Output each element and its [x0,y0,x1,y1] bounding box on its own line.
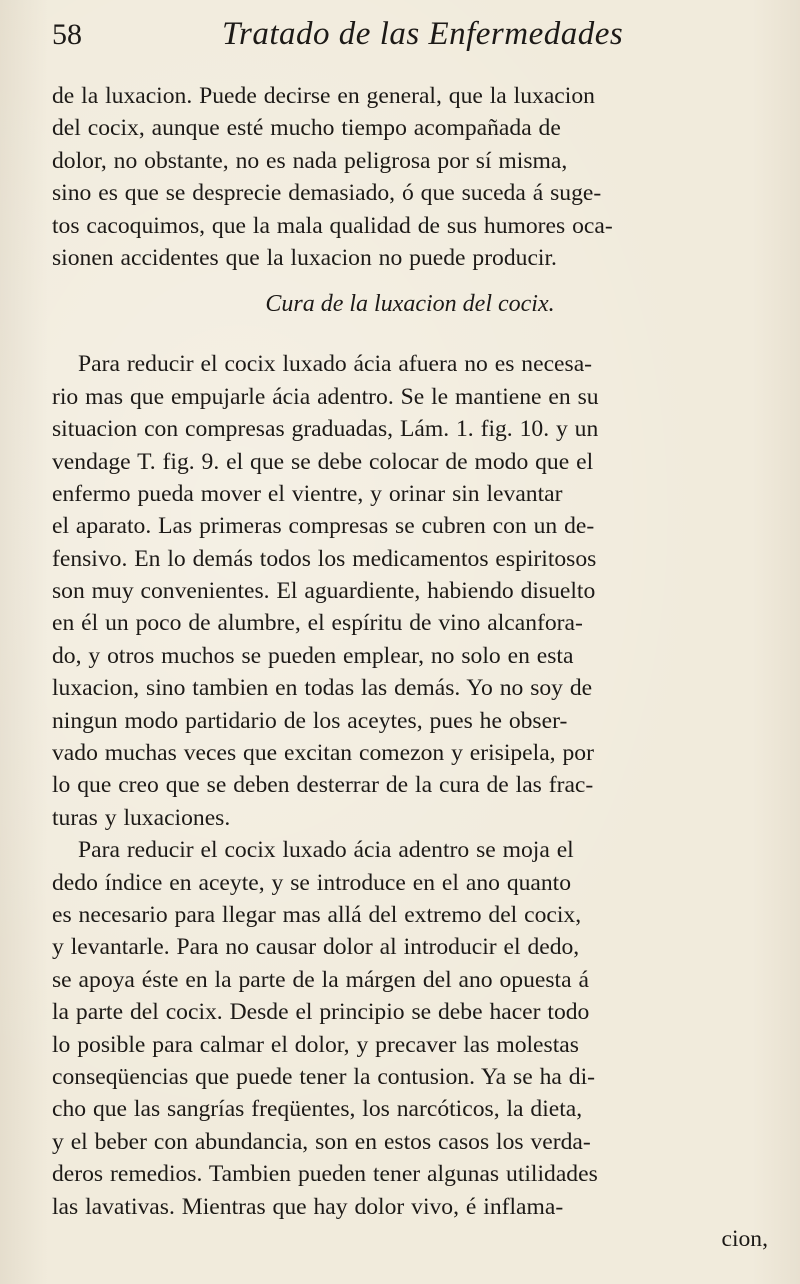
text-line: y levantarle. Para no causar dolor al introducir el dedo, [52,934,580,961]
page-number: 58 [52,18,82,51]
text-line: la parte del cocix. Desde el principio se debe hacer todo [52,999,590,1026]
text-line: el aparato. Las primeras compresas se cubren con un de- [52,513,595,540]
text-line: cho que las sangrías freqüentes, los narcóticos, la dieta, [52,1096,583,1123]
text-line: es necesario para llegar mas allá del extremo del cocix, [52,901,582,928]
paragraph-3 [52,834,768,1223]
text-line: tos cacoquimos, que la mala qualidad de sus humores oca- [52,212,613,239]
running-head [52,16,752,60]
catchword: cion, [721,1225,768,1252]
text-line: lo posible para calmar el dolor, y precaver las molestas [52,1031,579,1058]
text-line: turas y luxaciones. [52,804,231,831]
paragraph-1 [52,80,768,274]
paragraph-2 [52,348,768,834]
text-line: son muy convenientes. El aguardiente, habiendo disuelto [52,578,596,605]
text-line: en él un poco de alumbre, el espíritu de vino alcanfora- [52,610,583,637]
text-line: y el beber con abundancia, son en estos casos los verda- [52,1128,591,1155]
text-line: rio mas que empujarle ácia adentro. Se le mantiene en su [52,383,599,410]
section-heading: Cura de la luxacion del cocix. [265,291,555,318]
text-line: vendage T. fig. 9. el que se debe colocar de modo que el [52,448,594,475]
text-line: ningun modo partidario de los aceytes, pues he obser- [52,707,568,734]
text-line: sionen accidentes que la luxacion no puede producir. [52,244,557,271]
text-line: de la luxacion. Puede decirse en general, que la luxacion [52,83,595,109]
text-line: Para reducir el cocix luxado ácia afuera no es necesa- [78,351,593,378]
text-line: situacion con compresas graduadas, Lám. 1. fig. 10. y un [52,416,599,443]
text-line: se apoya éste en la parte de la márgen del ano opuesta á [52,966,589,993]
text-line: vado muchas veces que excitan comezon y erisipela, por [52,740,594,767]
text-line: Para reducir el cocix luxado ácia adentro se moja el [78,837,574,864]
text-line: conseqüencias que puede tener la contusion. Ya se ha di- [52,1063,595,1090]
text-line: del cocix, aunque esté mucho tiempo acompañada de [52,115,561,142]
text-line: lo que creo que se deben desterrar de la cura de las frac- [52,772,594,799]
text-line: do, y otros muchos se pueden emplear, no solo en esta [52,642,574,669]
text-line: enfermo pueda mover el vientre, y orinar sin levantar [52,480,563,507]
text-line: dedo índice en aceyte, y se introduce en el ano quanto [52,869,572,896]
text-line: deros remedios. Tambien pueden tener algunas utilidades [52,1161,598,1188]
body-text [52,80,768,1255]
text-line: luxacion, sino tambien en todas las demás. Yo no soy de [52,675,593,702]
text-line: dolor, no obstante, no es nada peligrosa por sí misma, [52,147,568,174]
text-line: fensivo. En lo demás todos los medicamentos espiritosos [52,545,597,572]
running-title: Tratado de las Enfermedades [222,16,624,52]
text-line: las lavativas. Mientras que hay dolor vivo, é inflama- [52,1193,564,1220]
text-line: sino es que se desprecie demasiado, ó que suceda á suge- [52,180,602,207]
